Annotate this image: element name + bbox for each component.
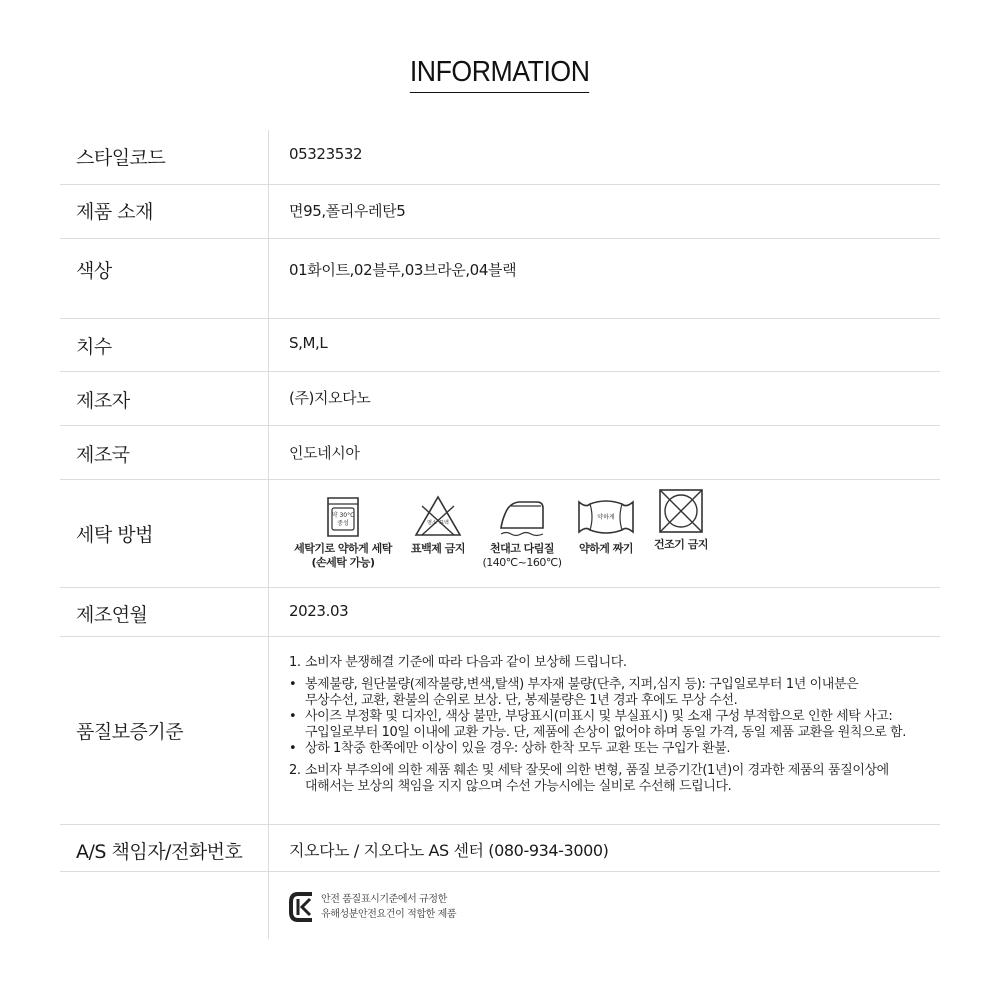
size-value: S,M,L bbox=[289, 334, 328, 352]
care-icons bbox=[289, 494, 719, 584]
row-as bbox=[60, 825, 940, 872]
care-item-no-bleach bbox=[405, 494, 471, 556]
quality-line: • 상하 1착중 한쪽에만 이상이 있을 경우: 상하 한착 모두 교환 또는 구입가 환불. bbox=[289, 741, 731, 756]
as-value: 지오다노 / 지오다노 AS 센터 (080-934-3000) bbox=[289, 841, 609, 860]
care-item-wash bbox=[289, 494, 397, 570]
material-label: 제품 소재 bbox=[76, 201, 153, 223]
kc-text bbox=[321, 892, 456, 922]
iron-icon bbox=[497, 494, 547, 538]
maker-label: 제조자 bbox=[76, 390, 130, 412]
style-code-label: 스타일코드 bbox=[76, 147, 166, 169]
bleach-bleach-text: 표백 bbox=[439, 520, 449, 526]
quality-line: • 사이즈 부정확 및 디자인, 색상 불만, 부당표시(미표시 및 부실표시) 및 소재 구성 부적합으로 인한 세탁 사고: bbox=[289, 709, 893, 724]
care-item-wring bbox=[573, 494, 639, 556]
kc-text-line-1: 안전 품질표시기준에서 규정한 bbox=[321, 894, 447, 905]
quality-line: 구입일로부터 10일 이내에 교환 가능. 단, 제품에 손상이 없어야 하며 동일 가격, 동일 제품 교환을 원칙으로 함. bbox=[305, 725, 907, 740]
row-maker bbox=[60, 372, 940, 426]
row-washing bbox=[60, 480, 940, 588]
quality-line: • 봉제불량, 원단불량(제작불량,변색,탈색) 부자재 불량(단추, 지퍼,심지 등): 구입일로부터 1년 이내분은 bbox=[289, 677, 859, 692]
care-label-iron: 천대고 다림질 bbox=[489, 542, 555, 555]
row-country bbox=[60, 426, 940, 480]
wash-30c-icon bbox=[326, 494, 360, 538]
quality-line: 대해서는 보상의 책임을 지지 않으며 수선 가능시에는 실비로 수선해 드립니다. bbox=[305, 779, 732, 794]
bleach-chlorine-text: 염소 bbox=[427, 520, 437, 526]
quality-label: 품질보증기준 bbox=[76, 721, 184, 743]
care-item-iron bbox=[479, 494, 565, 570]
mfg-date-label: 제조연월 bbox=[76, 604, 148, 626]
mfg-date-value: 2023.03 bbox=[289, 602, 349, 620]
row-mfg-date bbox=[60, 588, 940, 637]
wring-text: 약하게 bbox=[597, 514, 615, 521]
kc-certification bbox=[289, 890, 457, 928]
row-quality bbox=[60, 637, 940, 825]
quality-line: 1. 소비자 분쟁해결 기준에 따라 다음과 같이 보상해 드립니다. bbox=[289, 655, 627, 670]
washing-label: 세탁 방법 bbox=[76, 524, 153, 546]
country-value: 인도네시아 bbox=[289, 444, 360, 462]
row-size bbox=[60, 319, 940, 372]
page-title: INFORMATION bbox=[0, 56, 1000, 93]
material-value: 면95,폴리우레탄5 bbox=[289, 202, 406, 220]
care-label-no-bleach: 표백제 금지 bbox=[411, 542, 465, 555]
maker-value: (주)지오다노 bbox=[289, 389, 371, 407]
info-table bbox=[60, 130, 940, 942]
size-label: 치수 bbox=[76, 336, 112, 358]
no-bleach-icon bbox=[413, 494, 463, 538]
no-tumble-dry-icon bbox=[658, 488, 704, 534]
as-label: A/S 책임자/전화번호 bbox=[76, 841, 243, 863]
color-label: 색상 bbox=[76, 260, 112, 282]
quality-text bbox=[289, 655, 906, 795]
style-code-value: 05323532 bbox=[289, 145, 363, 163]
kc-mark-icon bbox=[289, 890, 315, 924]
row-style-code bbox=[60, 130, 940, 185]
care-label-wring: 약하게 짜기 bbox=[579, 542, 633, 555]
care-label-wash-sub: (손세탁 가능) bbox=[311, 556, 375, 569]
country-label: 제조국 bbox=[76, 444, 130, 466]
care-item-no-tumble-dry bbox=[641, 488, 721, 552]
wash-temp-text: 약 30°C bbox=[331, 512, 355, 519]
quality-line: 2. 소비자 부주의에 의한 제품 훼손 및 세탁 잘못에 의한 변형, 품질 보증기간(1년)이 경과한 제품의 품질이상에 bbox=[289, 763, 889, 778]
wring-gently-icon bbox=[576, 494, 636, 538]
color-value: 01화이트,02블루,03브라운,04블랙 bbox=[289, 261, 517, 279]
kc-text-line-2: 유해성분안전요건이 적합한 제품 bbox=[321, 909, 457, 920]
care-label-iron-sub: (140℃~160℃) bbox=[482, 556, 562, 569]
row-kc bbox=[60, 872, 940, 942]
care-label-wash: 세탁기로 약하게 세탁 bbox=[294, 542, 392, 555]
row-material bbox=[60, 185, 940, 239]
row-color bbox=[60, 239, 940, 319]
wash-detergent-text: 중성 bbox=[337, 520, 349, 527]
quality-line: 무상수선, 교환, 환불의 순위로 보상. 단, 봉제불량은 1년 경과 후에도 무상 수선. bbox=[305, 693, 738, 708]
care-label-no-tumble-dry: 건조기 금지 bbox=[654, 538, 708, 551]
